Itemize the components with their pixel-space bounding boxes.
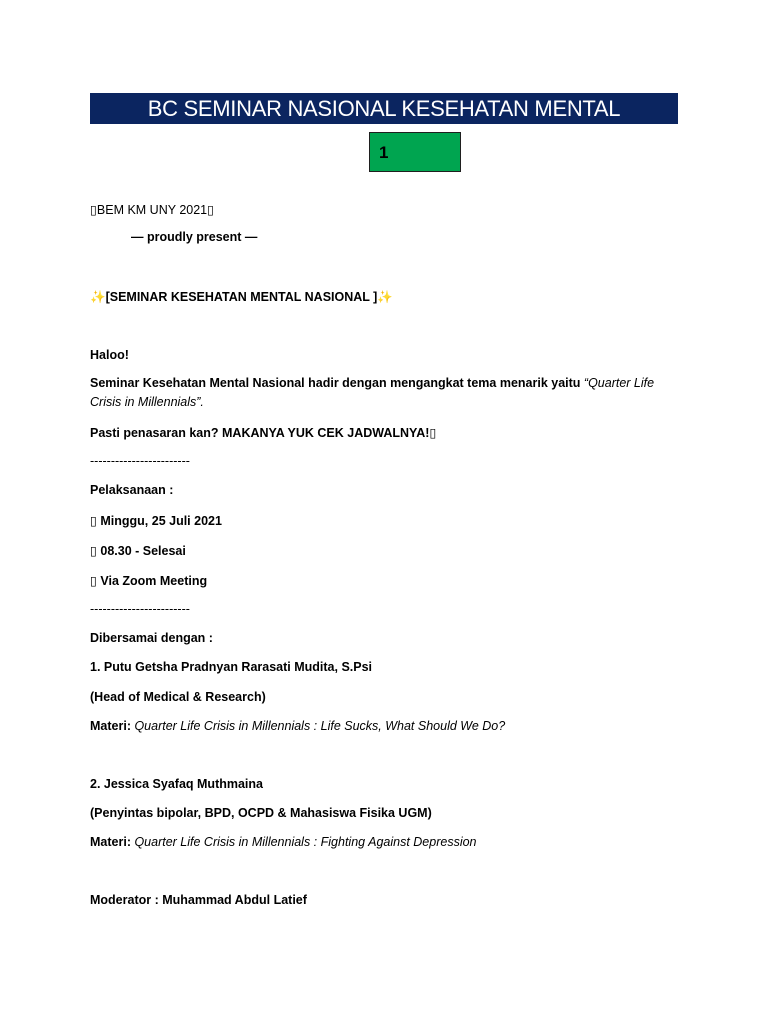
speaker1-role: (Head of Medical & Research): [90, 690, 266, 704]
divider: ------------------------: [90, 602, 190, 616]
missing-glyph-icon: ▯: [207, 203, 215, 217]
speakers-heading: Dibersamai dengan :: [90, 631, 213, 645]
present-line: — proudly present —: [131, 230, 258, 244]
speaker1-topic: Quarter Life Crisis in Millennials : Life Sucks, What Should We Do?: [134, 719, 506, 733]
missing-glyph-icon: ▯: [90, 203, 97, 217]
schedule-heading: Pelaksanaan :: [90, 483, 174, 497]
greeting: Haloo!: [90, 348, 129, 362]
venue-line: [90, 573, 207, 588]
speaker2-topic: Quarter Life Crisis in Millennials : Fighting Against Depression: [134, 835, 477, 849]
time-text: 08.30 - Selesai: [100, 544, 186, 558]
intro-text: Seminar Kesehatan Mental Nasional hadir dengan mengangkat tema menarik yaitu: [90, 376, 584, 390]
speaker2-topic-line: [90, 835, 477, 849]
calendar-icon: ▯: [90, 514, 97, 528]
date-text: Minggu, 25 Juli 2021: [100, 514, 222, 528]
venue-text: Via Zoom Meeting: [100, 574, 208, 588]
org-name: BEM KM UNY 2021: [96, 203, 208, 217]
speaker1-topic-line: [90, 719, 505, 733]
time-line: [90, 543, 186, 558]
speaker2-role: (Penyintas bipolar, BPD, OCPD & Mahasiswa Fisika UGM): [90, 806, 432, 820]
curious-text: Pasti penasaran kan? MAKANYA YUK CEK JADWALNYA!: [90, 426, 430, 440]
missing-glyph-icon: ▯: [429, 426, 437, 440]
location-icon: ▯: [90, 574, 97, 588]
date-line: [90, 513, 222, 528]
divider: ------------------------: [90, 454, 190, 468]
org-line: [90, 202, 214, 217]
intro-theme: “Quarter Life Crisis in Millennials”.: [90, 376, 655, 409]
materi-label: Materi:: [90, 719, 135, 733]
curious-line: [90, 425, 436, 440]
page-number-box: [369, 132, 461, 172]
materi-label: Materi:: [90, 835, 135, 849]
event-title: ✨[SEMINAR KESEHATAN MENTAL NASIONAL ]✨: [90, 290, 393, 304]
intro-paragraph: [90, 374, 680, 412]
speaker2-name: 2. Jessica Syafaq Muthmaina: [90, 777, 263, 791]
document-title-banner: BC SEMINAR NASIONAL KESEHATAN MENTAL: [90, 93, 678, 124]
moderator-line: Moderator : Muhammad Abdul Latief: [90, 893, 307, 907]
clock-icon: ▯: [90, 544, 97, 558]
page-number: 1: [379, 143, 389, 162]
speaker1-name: 1. Putu Getsha Pradnyan Rarasati Mudita, S.Psi: [90, 660, 373, 674]
